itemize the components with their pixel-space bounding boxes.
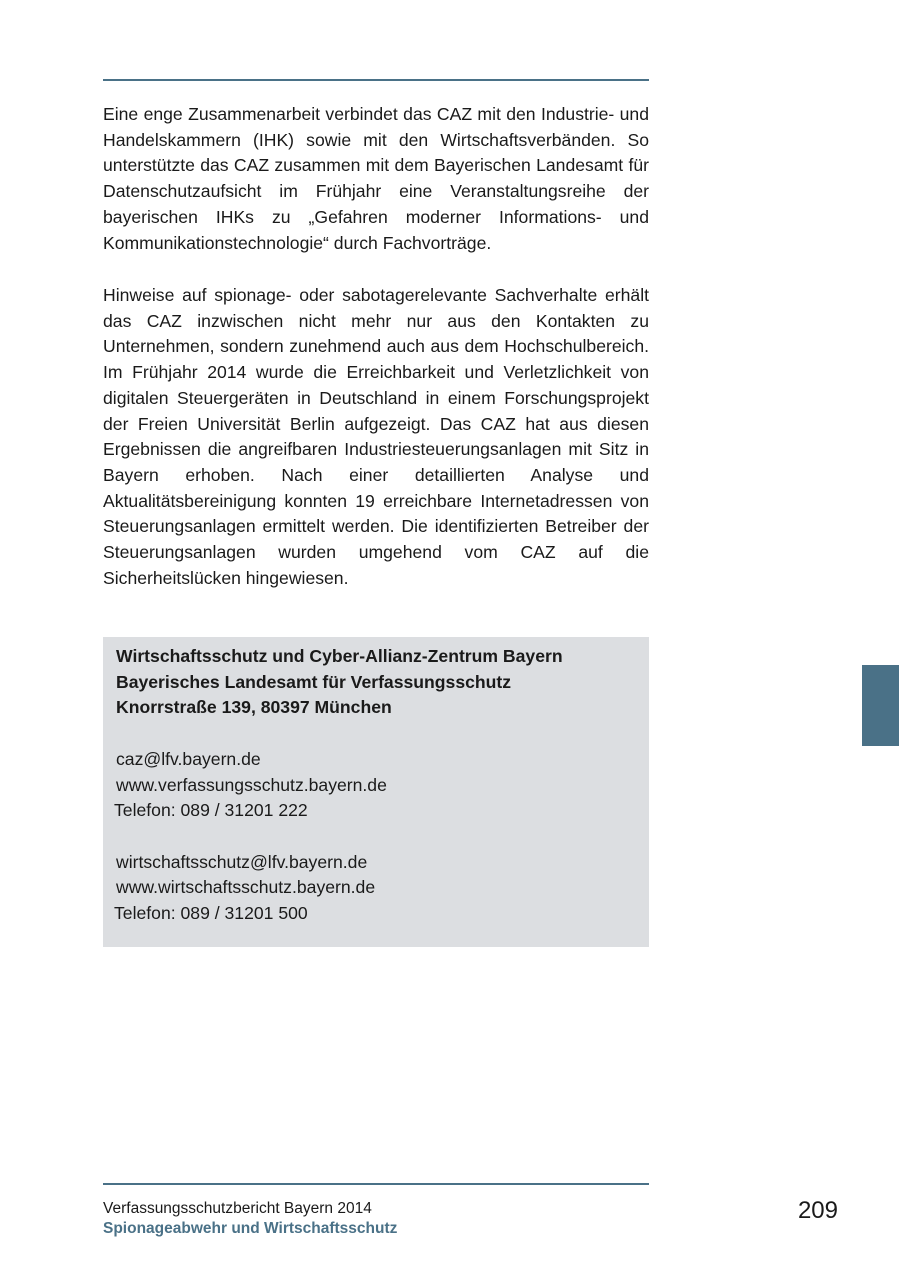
paragraph-text: Hinweise auf spionage- oder sabotagerelevante Sachverhalte erhält das CAZ inzwischen nicht mehr nur aus den Kontakten zu Unternehmen, sondern zunehmend auch aus dem Hochschulbereich. Im Frühjahr 2014 wurde die Erreichbarkeit und Verletzlichkeit von digitalen Steuergeräten in Deutschland in einem Forschungsprojekt der Freien Universität Berlin aufgezeigt. Das CAZ hat aus diesen Ergebnissen die angreifbaren Industriesteuerungsanlagen mit Sitz in Bayern erhoben. Nach einer detaillierten Analyse und Aktualitätsbereinigung konnten 19 erreichbare Internetadressen von Steuerungsanlagen ermittelt werden. Die identifizierten Betreiber der Steuerungsanlagen wurden umgehend vom CAZ auf die Sicherheitslücken hingewiesen. [103, 285, 649, 588]
footer-section-title: Spionageabwehr und Wirtschaftsschutz [103, 1220, 398, 1237]
spacer [116, 721, 637, 747]
wirtschaftsschutz-website-link[interactable]: www.wirtschaftsschutz.bayern.de [116, 877, 376, 898]
footer-report-title: Verfassungsschutzbericht Bayern 2014 [103, 1200, 372, 1217]
wirtschaftsschutz-email-link[interactable]: wirtschaftsschutz@lfv.bayern.de [116, 851, 368, 872]
caz-email-link[interactable]: caz@lfv.bayern.de [116, 748, 261, 769]
caz-website-link[interactable]: www.verfassungsschutz.bayern.de [116, 774, 387, 795]
caz-phone: Telefon: 089 / 31201 222 [114, 800, 308, 821]
footer-rule [103, 1183, 649, 1185]
contact-authority: Bayerisches Landesamt für Verfassungsschutz [116, 671, 512, 692]
contact-address: Knorrstraße 139, 80397 München [116, 697, 392, 718]
footer [103, 1199, 397, 1239]
page-number: 209 [797, 1197, 838, 1224]
wirtschaftsschutz-phone: Telefon: 089 / 31201 500 [114, 903, 308, 923]
body-paragraph-cooperation [103, 102, 649, 256]
contact-box [103, 637, 649, 947]
paragraph-text: Eine enge Zusammenarbeit verbindet das CAZ mit den Industrie- und Handelskammern (IHK) sowie mit den Wirtschaftsverbänden. So unterstützte das CAZ zusammen mit dem Bayerischen Landesamt für Datenschutzaufsicht im Frühjahr eine Veranstaltungsreihe der bayerischen IHKs zu „Gefahren moderner Informations- und Kommunikationstechnologie“ durch Fachvorträge. [103, 104, 649, 253]
spacer [116, 824, 637, 850]
contact-org-name: Wirtschaftsschutz und Cyber-Allianz-Zentrum Bayern [116, 646, 563, 666]
header-rule [103, 79, 649, 81]
body-paragraph-hints [103, 283, 649, 591]
chapter-tab-marker [862, 665, 899, 746]
